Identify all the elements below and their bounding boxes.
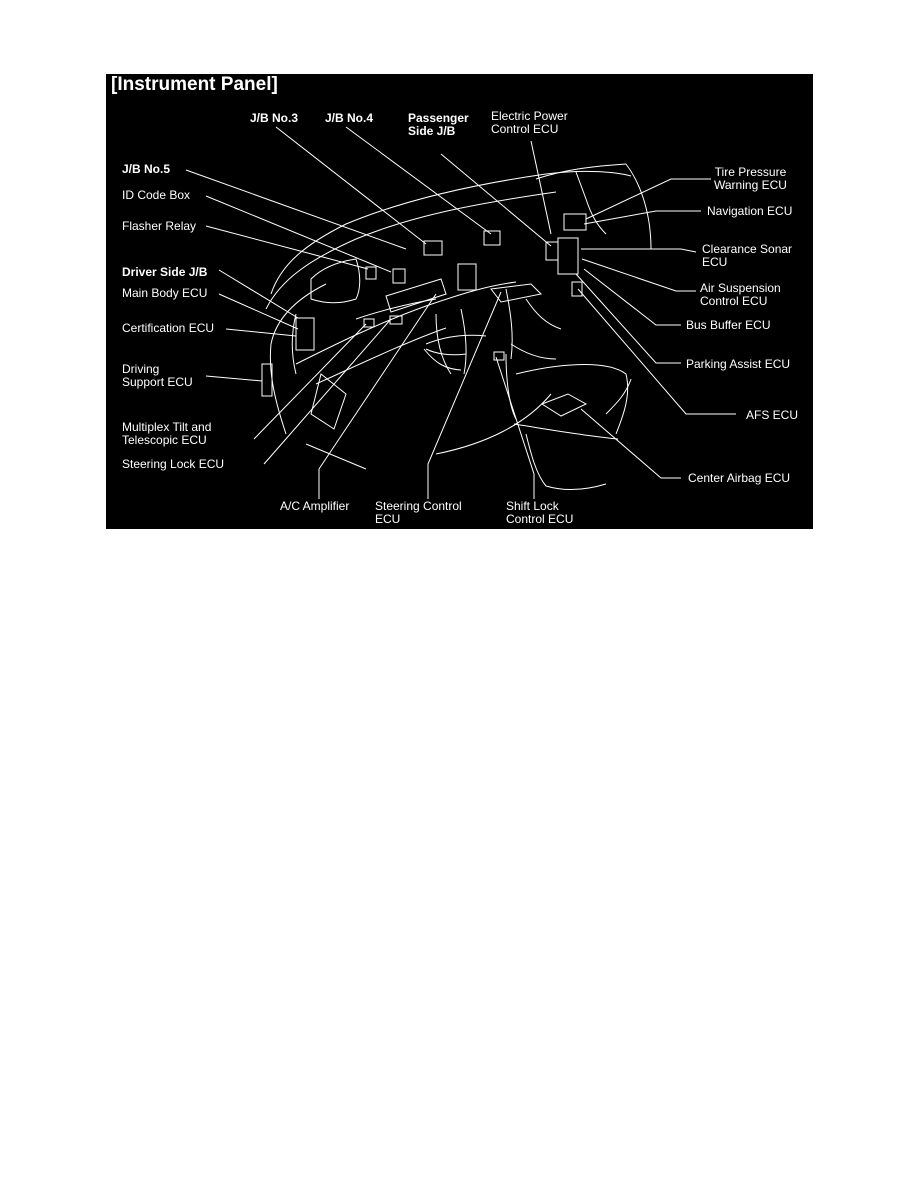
label-navigation-ecu: Navigation ECU: [707, 204, 793, 218]
label-id-code-box: ID Code Box: [122, 188, 191, 202]
label-steering-lock-ecu: Steering Lock ECU: [122, 457, 225, 471]
label-tire-pressure-warning-ecu: Tire Pressure Warning ECU: [714, 165, 787, 192]
label-passenger-side-jb: Passenger Side J/B: [408, 111, 469, 138]
label-flasher-relay: Flasher Relay: [122, 219, 197, 233]
label-driving-support-ecu: Driving Support ECU: [122, 362, 193, 389]
label-jb4: J/B No.4: [325, 111, 374, 125]
label-jb3: J/B No.3: [250, 111, 299, 125]
label-shift-lock-control-ecu: Shift Lock Control ECU: [506, 499, 574, 526]
instrument-panel-diagram: [106, 74, 813, 529]
label-center-airbag-ecu: Center Airbag ECU: [688, 471, 791, 485]
label-afs-ecu: AFS ECU: [746, 408, 799, 422]
label-parking-assist-ecu: Parking Assist ECU: [686, 357, 791, 371]
label-steering-control-ecu: Steering Control ECU: [375, 499, 462, 526]
diagram-title: [Instrument Panel]: [111, 74, 278, 95]
label-driver-side-jb: Driver Side J/B: [122, 265, 208, 279]
label-bus-buffer-ecu: Bus Buffer ECU: [686, 318, 771, 332]
label-certification-ecu: Certification ECU: [122, 321, 215, 335]
label-multiplex-tilt-telescopic-ecu: Multiplex Tilt and Telescopic ECU: [122, 420, 212, 447]
label-jb5: J/B No.5: [122, 162, 171, 176]
label-electric-power-control-ecu: Electric Power Control ECU: [491, 109, 568, 136]
label-ac-amplifier: A/C Amplifier: [280, 499, 350, 513]
label-main-body-ecu: Main Body ECU: [122, 286, 208, 300]
label-clearance-sonar-ecu: Clearance Sonar ECU: [702, 242, 793, 269]
label-air-suspension-control-ecu: Air Suspension Control ECU: [700, 281, 781, 308]
